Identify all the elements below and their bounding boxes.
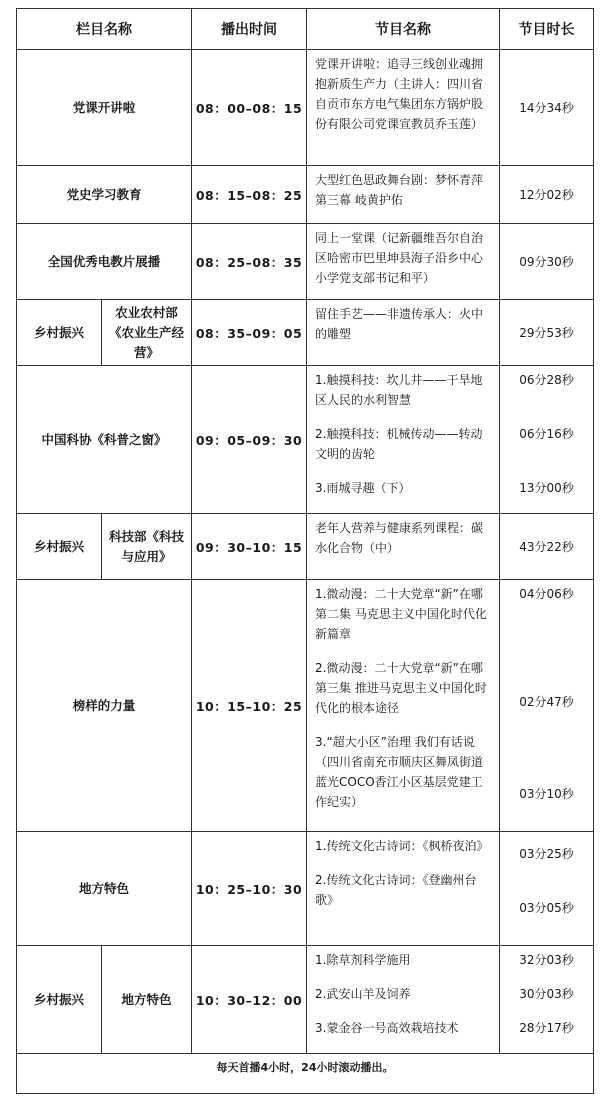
table-row bbox=[17, 832, 594, 946]
program-list bbox=[307, 366, 500, 514]
duration: 29分53秒 bbox=[500, 300, 594, 366]
column-name: 党史学习教育 bbox=[17, 166, 192, 224]
program-name: 留住手艺——非遗传承人：火中的雕塑 bbox=[307, 300, 500, 366]
duration: 03分25秒 bbox=[519, 847, 574, 861]
sub-column-name: 地方特色 bbox=[102, 946, 192, 1054]
air-time: 10：15–10：25 bbox=[192, 580, 307, 832]
header-row bbox=[17, 9, 594, 50]
air-time: 10：30–12：00 bbox=[192, 946, 307, 1054]
duration-list bbox=[500, 832, 594, 946]
column-name: 乡村振兴 bbox=[17, 946, 102, 1054]
duration: 06分28秒 bbox=[519, 373, 574, 387]
program-item: 2.微动漫：二十大党章“新”在哪 第三集 推进马克思主义中国化时代化的根本途径 bbox=[315, 661, 487, 715]
duration: 14分34秒 bbox=[500, 50, 594, 166]
column-name: 中国科协《科普之窗》 bbox=[17, 366, 192, 514]
program-item: 2.武安山羊及饲养 bbox=[315, 987, 411, 1001]
duration: 02分47秒 bbox=[519, 695, 574, 709]
program-item: 2.传统文化古诗词：《登幽州台歌》 bbox=[315, 873, 477, 907]
table-row bbox=[17, 300, 594, 366]
duration-list bbox=[500, 946, 594, 1054]
program-list bbox=[307, 580, 500, 832]
duration: 12分02秒 bbox=[500, 166, 594, 224]
air-time: 08：00–08：15 bbox=[192, 50, 307, 166]
column-name: 全国优秀电教片展播 bbox=[17, 224, 192, 300]
air-time: 09：30–10：15 bbox=[192, 514, 307, 580]
column-name: 乡村振兴 bbox=[17, 514, 102, 580]
program-name: 党课开讲啦：追寻三线创业魂拥抱新质生产力（主讲人：四川省自贡市东方电气集团东方锅炉股份有限公司党课宣教员乔玉莲） bbox=[307, 50, 500, 166]
air-time: 09：05–09：30 bbox=[192, 366, 307, 514]
program-item: 1.除草剂科学施用 bbox=[315, 953, 411, 967]
duration-list bbox=[500, 580, 594, 832]
table-row bbox=[17, 366, 594, 514]
footer-row bbox=[17, 1054, 594, 1094]
air-time: 10：25–10：30 bbox=[192, 832, 307, 946]
header-air-time: 播出时间 bbox=[192, 9, 307, 50]
duration: 28分17秒 bbox=[519, 1021, 574, 1035]
duration: 09分30秒 bbox=[500, 224, 594, 300]
table-row bbox=[17, 514, 594, 580]
duration: 03分10秒 bbox=[519, 787, 574, 801]
header-column-name: 栏目名称 bbox=[17, 9, 192, 50]
program-item: 2.触摸科技：机械传动——转动文明的齿轮 bbox=[315, 427, 483, 461]
table-row bbox=[17, 224, 594, 300]
sub-column-name: 农业农村部《农业生产经营》 bbox=[102, 300, 192, 366]
header-program-name: 节目名称 bbox=[307, 9, 500, 50]
program-list bbox=[307, 946, 500, 1054]
table-row bbox=[17, 580, 594, 832]
schedule-table bbox=[16, 8, 594, 1094]
program-item: 1.触摸科技：坎儿井——干旱地区人民的水利智慧 bbox=[315, 373, 483, 407]
duration: 13分00秒 bbox=[519, 481, 574, 495]
program-item: 1.微动漫：二十大党章“新”在哪 第二集 马克思主义中国化时代化新篇章 bbox=[315, 587, 487, 641]
duration: 03分05秒 bbox=[519, 901, 574, 915]
footer-note: 每天首播4小时，24小时滚动播出。 bbox=[17, 1054, 594, 1094]
program-name: 同上一堂课（记新疆维吾尔自治区哈密市巴里坤县海子沿乡中心小学党支部书记和平） bbox=[307, 224, 500, 300]
program-item: 3.蒙金谷一号高效栽培技术 bbox=[315, 1021, 459, 1035]
program-item: 3.“超大小区”治理 我们有话说（四川省南充市顺庆区舞凤街道蓝光COCO香江小区基层党建工作纪实） bbox=[315, 735, 484, 809]
column-name: 乡村振兴 bbox=[17, 300, 102, 366]
program-item: 3.雨城寻趣（下） bbox=[315, 481, 411, 495]
program-item: 1.传统文化古诗词：《枫桥夜泊》 bbox=[315, 839, 489, 853]
air-time: 08：15–08：25 bbox=[192, 166, 307, 224]
header-duration: 节目时长 bbox=[500, 9, 594, 50]
duration: 30分03秒 bbox=[519, 987, 574, 1001]
column-name: 榜样的力量 bbox=[17, 580, 192, 832]
column-name: 地方特色 bbox=[17, 832, 192, 946]
column-name: 党课开讲啦 bbox=[17, 50, 192, 166]
duration: 06分16秒 bbox=[519, 427, 574, 441]
table-row bbox=[17, 946, 594, 1054]
duration: 04分06秒 bbox=[519, 587, 574, 601]
duration-list bbox=[500, 366, 594, 514]
table-row bbox=[17, 50, 594, 166]
program-name: 老年人营养与健康系列课程：碳水化合物（中） bbox=[307, 514, 500, 580]
duration: 32分03秒 bbox=[519, 953, 574, 967]
duration: 43分22秒 bbox=[500, 514, 594, 580]
sub-column-name: 科技部《科技与应用》 bbox=[102, 514, 192, 580]
table-row bbox=[17, 166, 594, 224]
program-name: 大型红色思政舞台剧：梦怀青萍 第三幕 岐黄护佑 bbox=[307, 166, 500, 224]
air-time: 08：35–09：05 bbox=[192, 300, 307, 366]
air-time: 08：25–08：35 bbox=[192, 224, 307, 300]
program-list bbox=[307, 832, 500, 946]
